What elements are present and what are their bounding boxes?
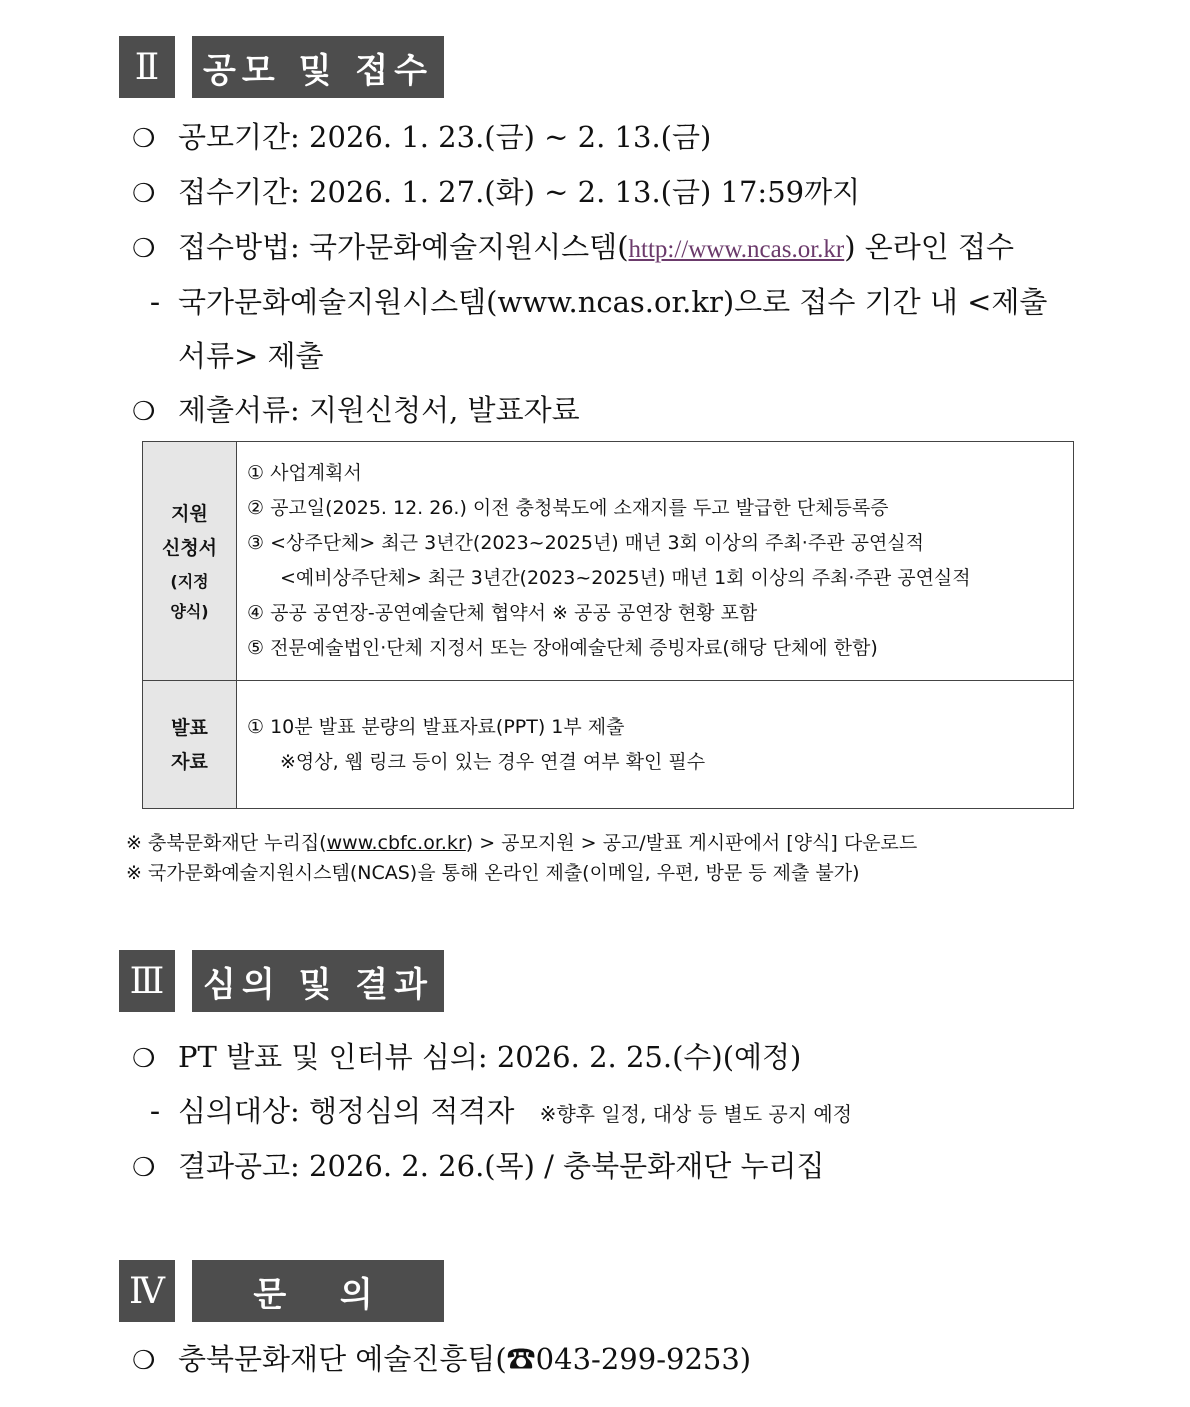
list-item: <예비상주단체> 최근 3년간(2023~2025년) 매년 1회 이상의 주최·주관 공연실적 [280,567,971,589]
header-line: 자료 [171,750,208,773]
dash-icon: - [149,285,161,319]
bullet-icon: ❍ [132,1153,156,1183]
list-item: ① 사업계획서 [247,462,362,484]
table-cell [237,442,1074,681]
bullet-item [132,1146,825,1188]
section-number: Ⅳ [119,1260,175,1322]
bullet-item [132,1339,751,1381]
section-number: Ⅲ [119,950,175,1012]
sub-item-continued [178,336,324,376]
target-text: 심의대상: 행정심의 적격자 [178,1094,515,1128]
section-title: 심의 및 결과 [192,950,444,1012]
bullet-item [132,1037,801,1079]
section-number: Ⅱ [119,36,175,98]
note-text: ※ 국가문화예술지원시스템(NCAS)을 통해 온라인 제출(이메일, 우편, 방문 등 제출 불가) [126,862,860,884]
section-title: 공모 및 접수 [192,36,444,98]
bullet-item [132,117,711,159]
sub-text: 국가문화예술지원시스템(www.ncas.or.kr)으로 접수 기간 내 <제출 [178,285,1048,319]
method-text: 접수방법: 국가문화예술지원시스템( [178,230,629,264]
note-text: ※ 충북문화재단 누리집( [126,832,327,854]
period-text: 공모기간: 2026. 1. 23.(금) ~ 2. 13.(금) [178,120,712,154]
sub-item [132,1091,852,1134]
note [126,828,917,858]
bullet-icon: ❍ [132,124,156,154]
list-item: ③ <상주단체> 최근 3년간(2023~2025년) 매년 3회 이상의 주최·주관 공연실적 [247,532,925,554]
contact-text: 충북문화재단 예술진흥팀(☎043-299-9253) [178,1342,752,1376]
review-text: PT 발표 및 인터뷰 심의: 2026. 2. 25.(수)(예정) [178,1040,802,1074]
header-line: 지원 [171,503,208,525]
result-text: 결과공고: 2026. 2. 26.(목) / 충북문화재단 누리집 [178,1149,825,1183]
header-line: 양식) [170,602,209,621]
sub-item [132,282,1047,322]
table-row-header [143,681,237,809]
list-item: ① 10분 발표 분량의 발표자료(PPT) 1부 제출 [247,715,625,738]
bullet-item [132,227,1014,270]
table-row-header [143,442,237,681]
list-item: ④ 공공 공연장-공연예술단체 협약서 ※ 공공 공연장 현황 포함 [247,602,758,624]
bullet-icon: ❍ [132,397,156,427]
section-title: 문 의 [192,1260,444,1322]
bullet-item [132,172,860,214]
header-line: 신청서 [161,537,218,559]
bullet-icon: ❍ [132,234,156,264]
list-item: ⑤ 전문예술법인·단체 지정서 또는 장애예술단체 증빙자료(해당 단체에 한함) [247,637,878,659]
list-item: ② 공고일(2025. 12. 26.) 이전 충청북도에 소재지를 두고 발급한 단체등록증 [247,497,889,519]
list-item: ※영상, 웹 링크 등이 있는 경우 연결 여부 확인 필수 [280,750,706,773]
ncas-link[interactable]: http://www.ncas.or.kr [628,236,845,263]
table-row [143,681,1074,809]
table-cell [237,681,1074,809]
receipt-text: 접수기간: 2026. 1. 27.(화) ~ 2. 13.(금) 17:59까지 [178,175,861,209]
method-suffix: ) 온라인 접수 [844,230,1015,264]
bullet-icon: ❍ [132,1044,156,1074]
header-line: 발표 [171,716,208,739]
bullet-item [132,390,580,432]
table-row [143,442,1074,681]
dash-icon: - [149,1094,161,1128]
target-note: ※향후 일정, 대상 등 별도 공지 예정 [539,1102,853,1126]
sub-text-continued: 서류> 제출 [178,339,324,373]
cbfc-link[interactable]: www.cbfc.or.kr [326,832,466,854]
bullet-icon: ❍ [132,1346,156,1376]
docs-text: 제출서류: 지원신청서, 발표자료 [178,393,580,427]
note-text: ) > 공모지원 > 공고/발표 게시판에서 [양식] 다운로드 [465,832,918,854]
note [126,858,860,888]
header-line: (지정 [170,572,209,591]
bullet-icon: ❍ [132,179,156,209]
documents-table [142,441,1074,809]
